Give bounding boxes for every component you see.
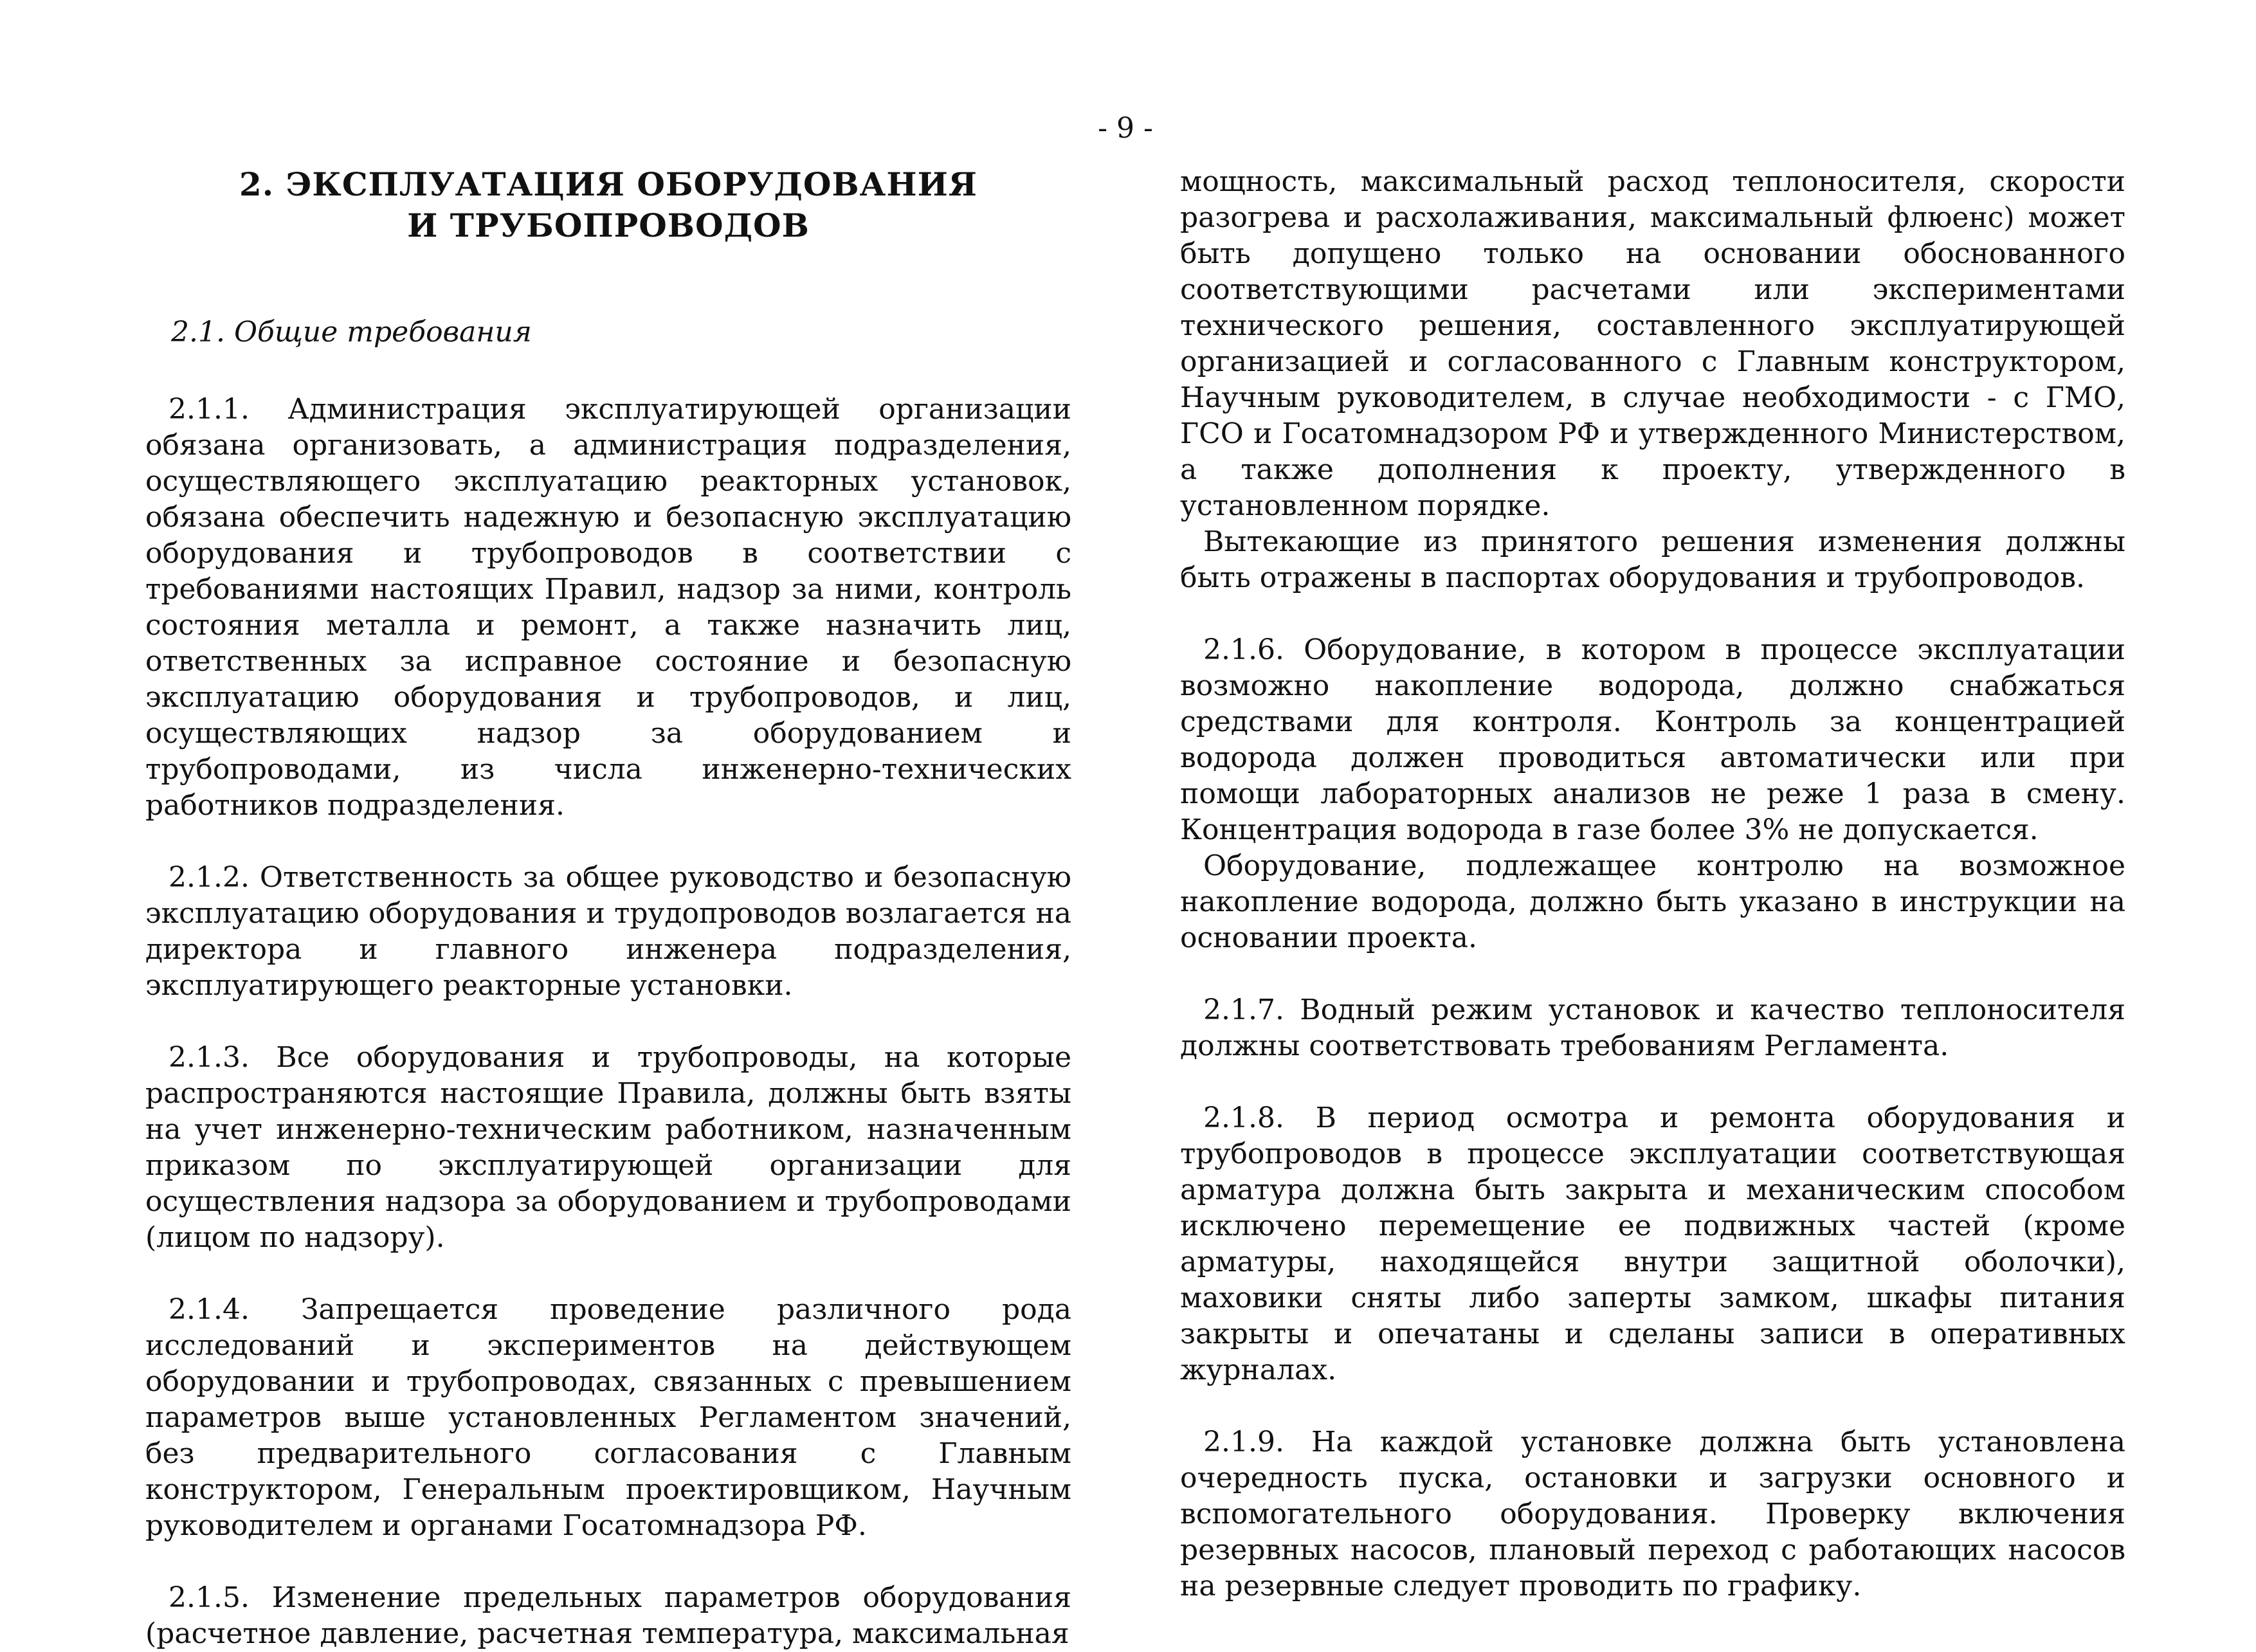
- paragraph-2-1-7: 2.1.7. Водный режим установок и качество теплоносителя должны соответствовать требованиям Регламента.: [1180, 994, 2125, 1062]
- paragraph-2-1-6: 2.1.6. Оборудование, в котором в процессе эксплуатации возможно накопление водорода, должно снабжаться средствами для контроля. Контроль за концентрацией водорода должен проводиться автоматически или при помощи лабораторных анализов не реже 1 раза в смену. Концентрация водорода в газе более 3% не допускается.: [1180, 633, 2125, 846]
- section-title-line-2: И ТРУБОПРОВОДОВ: [407, 206, 810, 244]
- section-title: [145, 164, 1071, 246]
- paragraph-2-1-9: 2.1.9. На каждой установке должна быть установлена очередность пуска, остановки и загрузки основного и вспомогательного оборудования. Проверку включения резервных насосов, плановый переход с работающих насосов на резервные следует проводить по графику.: [1180, 1426, 2125, 1602]
- subsection-title: 2.1. Общие требования: [171, 316, 532, 349]
- paragraph-2-1-5-consequences: Вытекающие из принятого решения изменения должны быть отражены в паспортах оборудования и трубопроводов.: [1180, 525, 2125, 594]
- paragraph-2-1-3: 2.1.3. Все оборудования и трубопроводы, на которые распространяются настоящие Правила, должны быть взяты на учет инженерно-техническим работником, назначенным приказом по эксплуатирующей организации для осуществления надзора за оборудованием и трубопроводами (лицом по надзору).: [145, 1041, 1071, 1254]
- right-column: [1180, 164, 2125, 1640]
- paragraph-2-1-4: 2.1.4. Запрещается проведение различного рода исследований и экспериментов на действующем оборудовании и трубопроводах, связанных с превышением параметров выше установленных Регламентом значений, без предварительного согласования с Главным конструктором, Генеральным проектировщиком, Научным руководителем и органами Госатомнадзора РФ.: [145, 1293, 1071, 1542]
- left-column: [145, 164, 1071, 1652]
- paragraph-2-1-8: 2.1.8. В период осмотра и ремонта оборудования и трубопроводов в процессе эксплуатации соответствующая арматура должна быть закрыта и механическим способом исключено перемещение ее подвижных частей (кроме арматуры, находящейся внутри защитной оболочки), маховики сняты либо заперты замком, шкафы питания закрыты и опечатаны и сделаны записи в оперативных журналах.: [1180, 1102, 2125, 1386]
- section-title-line-1: 2. ЭКСПЛУАТАЦИЯ ОБОРУДОВАНИЯ: [239, 165, 978, 203]
- paragraph-2-1-6-equipment: Оборудование, подлежащее контролю на возможное накопление водорода, должно быть указано в инструкции на основании проекта.: [1180, 849, 2125, 954]
- paragraph-2-1-5-continued: мощность, максимальный расход теплоносителя, скорости разогрева и расхолаживания, максимальный флюенс) может быть допущено только на основании обоснованного соответствующими расчетами или экспериментами технического решения, составленного эксплуатирующей организацией и согласованного с Главным конструктором, Научным руководителем, в случае необходимости - с ГМО, ГСО и Госатомнадзором РФ и утвержденного Министерством, а также дополнения к проекту, утвержденного в установленном порядке.: [1180, 165, 2125, 522]
- page-number: - 9 -: [1098, 112, 1153, 145]
- paragraph-2-1-2: 2.1.2. Ответственность за общее руководство и безопасную эксплуатацию оборудования и трудопроводов возлагается на директора и главного инженера подразделения, эксплуатирующего реакторные установки.: [145, 861, 1071, 1002]
- paragraph-2-1-5-start: 2.1.5. Изменение предельных параметров оборудования (расчетное давление, расчетная температура, максимальная: [145, 1581, 1071, 1650]
- paragraph-2-1-1: 2.1.1. Администрация эксплуатирующей организации обязана организовать, а администрация подразделения, осуществляющего эксплуатацию реакторных установок, обязана обеспечить надежную и безопасную эксплуатацию оборудования и трубопроводов в соответствии с требованиями настоящих Правил, надзор за ними, контроль состояния металла и ремонт, а также назначить лиц, ответственных за исправное состояние и безопасную эксплуатацию оборудования и трубопроводов, и лиц, осуществляющих надзор за оборудованием и трубопроводами, из числа инженерно-технических работников подразделения.: [145, 393, 1071, 822]
